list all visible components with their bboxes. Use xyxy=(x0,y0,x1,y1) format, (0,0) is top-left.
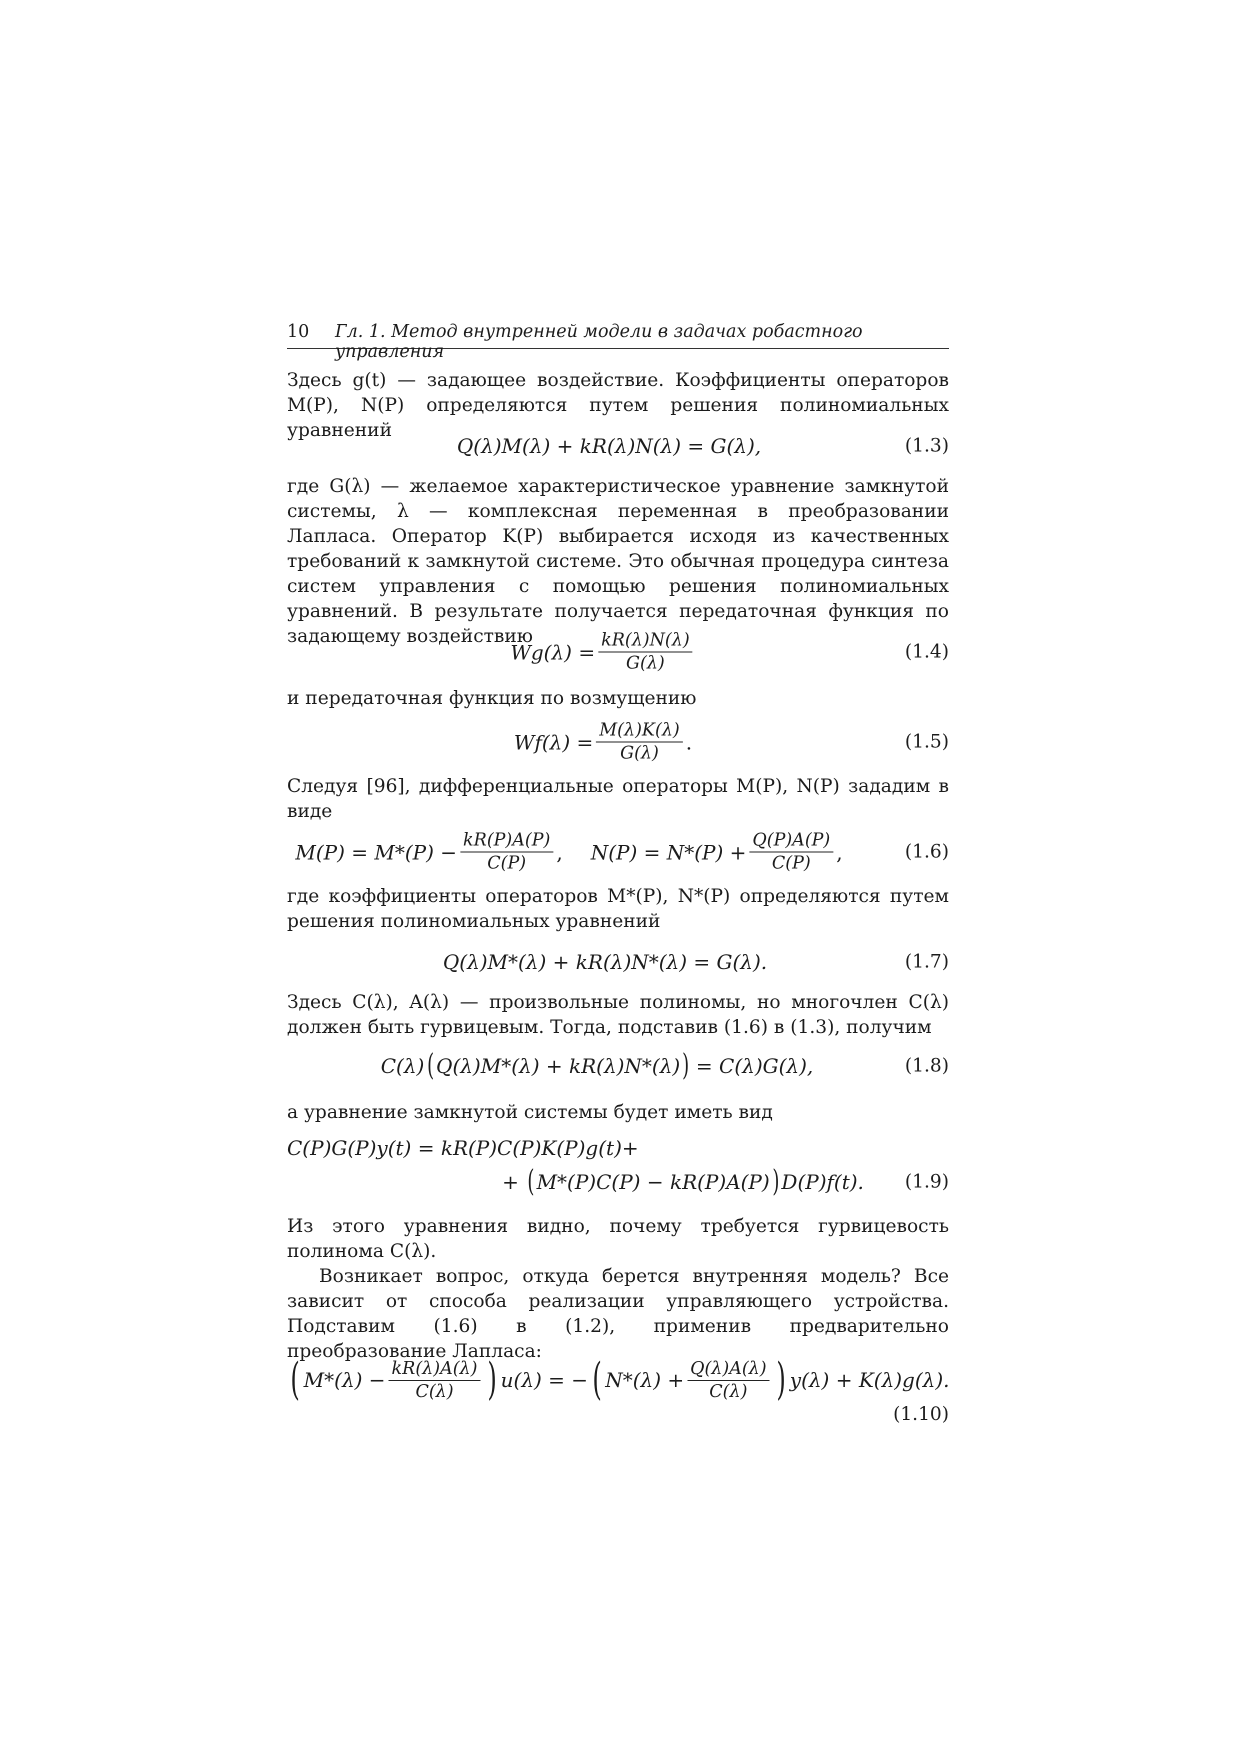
paragraph-6 xyxy=(287,990,949,1040)
paragraph-text: где коэффициенты операторов M*(P), N*(P) определяются путем решения полиномиальных уравнений xyxy=(287,886,949,932)
equation-body xyxy=(514,721,692,764)
separator-comma: , xyxy=(556,840,563,864)
left-paren: ( xyxy=(290,1354,300,1405)
denominator: C(P) xyxy=(487,853,527,874)
equation-number: (1.3) xyxy=(904,435,949,457)
equation-body xyxy=(502,1164,864,1199)
equation-tail: . xyxy=(685,730,693,754)
denominator: C(λ) xyxy=(415,1381,454,1402)
equation-number: (1.9) xyxy=(904,1171,949,1193)
equation-right-lhs: N(P) = N*(P) + xyxy=(590,840,747,864)
equation-post: = C(λ)G(λ), xyxy=(695,1054,814,1078)
paragraph-2 xyxy=(287,474,949,649)
equation-body: Q(λ)M*(λ) + kR(λ)N*(λ) = G(λ). xyxy=(442,950,768,974)
equation-post: D(P)f(t). xyxy=(781,1170,864,1194)
equation-number: (1.8) xyxy=(904,1055,949,1077)
paragraph-3 xyxy=(287,686,949,711)
equation-body xyxy=(380,1048,814,1083)
paragraph-5 xyxy=(287,884,949,934)
equation-body: Q(λ)M(λ) + kR(λ)N(λ) = G(λ), xyxy=(456,434,762,458)
equation-tail: y(λ) + K(λ)g(λ). xyxy=(789,1368,950,1392)
equation-tail: , xyxy=(836,840,843,864)
paragraph-9 xyxy=(287,1264,949,1364)
term-2: N*(λ) + xyxy=(605,1368,685,1392)
paragraph-text: и передаточная функция по возмущению xyxy=(287,688,697,709)
equation-1-7 xyxy=(287,940,949,984)
equation-inner: M*(P)C(P) − kR(P)A(P) xyxy=(536,1170,770,1194)
equation-1-10 xyxy=(287,1352,949,1408)
denominator: G(λ) xyxy=(626,653,665,674)
fraction xyxy=(687,1359,769,1402)
middle-term: u(λ) = − xyxy=(500,1368,589,1392)
paragraph-text: а уравнение замкнутой системы будет иметь вид xyxy=(287,1102,773,1123)
term-1: M*(λ) − xyxy=(303,1368,386,1392)
equation-number: (1.7) xyxy=(904,951,949,973)
page-number: 10 xyxy=(287,322,310,342)
equation-line-1: C(P)G(P)y(t) = kR(P)C(P)K(P)g(t)+ xyxy=(287,1136,639,1160)
numerator: kR(λ)A(λ) xyxy=(389,1359,481,1381)
paragraph-text: Из этого уравнения видно, почему требуется гурвицевость полинома C(λ). xyxy=(287,1216,949,1262)
running-title: Гл. 1. Метод внутренней модели в задачах робастного управления xyxy=(335,322,863,362)
numerator: M(λ)K(λ) xyxy=(596,721,683,743)
equation-1-4 xyxy=(287,630,949,674)
fraction xyxy=(749,831,833,874)
paragraph-text: Возникает вопрос, откуда берется внутренняя модель? Все зависит от способа реализации управляющего устройства. Подставим (1.6) в (1.2), применив предварительно преобразование Лапласа: xyxy=(287,1266,949,1362)
left-paren: ( xyxy=(426,1048,434,1083)
equation-body xyxy=(295,831,842,874)
paragraph-text: где G(λ) — желаемое характеристическое уравнение замкнутой системы, λ — комплексная переменная в преобразовании Лапласа. Оператор K(P) выбирается исходя из качественных требований к замкнутой системе. Это обычная процедура синтеза систем управления с помощью решения полиномиальных уравнений. В результате получается передаточная функция по задающему воздействию xyxy=(287,476,949,647)
fraction xyxy=(389,1359,481,1402)
paragraph-4 xyxy=(287,774,949,824)
fraction xyxy=(598,631,693,674)
equation-1-8 xyxy=(287,1044,949,1088)
paragraph-8 xyxy=(287,1214,949,1264)
left-paren: ( xyxy=(591,1354,602,1405)
right-paren: ) xyxy=(487,1354,497,1405)
denominator: G(λ) xyxy=(620,743,659,764)
equation-pre: C(λ) xyxy=(380,1054,425,1078)
numerator: kR(λ)N(λ) xyxy=(598,631,693,653)
equation-number-1-10: (1.10) xyxy=(893,1404,949,1425)
equation-1-3 xyxy=(287,424,949,468)
paragraph-text: Здесь g(t) — задающее воздействие. Коэффициенты операторов M(P), N(P) определяются путем решения полиномиальных уравнений xyxy=(287,370,949,441)
equation-number: (1.5) xyxy=(904,731,949,753)
equation-number: (1.4) xyxy=(904,641,949,663)
fraction xyxy=(596,721,683,764)
equation-inner: Q(λ)M*(λ) + kR(λ)N*(λ) xyxy=(436,1054,681,1078)
equation-line-2 xyxy=(287,1160,949,1204)
running-header xyxy=(287,318,949,362)
denominator: C(P) xyxy=(771,853,811,874)
numerator: kR(P)A(P) xyxy=(460,831,553,853)
numerator: Q(P)A(P) xyxy=(749,831,833,853)
denominator: C(λ) xyxy=(709,1381,748,1402)
equation-1-6 xyxy=(287,830,949,874)
plus-sign: + xyxy=(502,1170,519,1194)
equation-lhs: Wf(λ) = xyxy=(513,730,594,754)
paragraph-text: Здесь C(λ), A(λ) — произвольные полиномы, но многочлен C(λ) должен быть гурвицевым. Тогда, подставив (1.6) в (1.3), получим xyxy=(287,992,949,1038)
equation-body xyxy=(510,631,695,674)
fraction xyxy=(460,831,553,874)
equation-body xyxy=(287,1354,950,1405)
equation-1-5 xyxy=(287,720,949,764)
equation-left-lhs: M(P) = M*(P) − xyxy=(295,840,458,864)
right-paren: ) xyxy=(772,1164,780,1199)
equation-lhs: Wg(λ) = xyxy=(510,640,596,664)
equation-number: (1.6) xyxy=(904,841,949,863)
paragraph-7 xyxy=(287,1100,949,1125)
right-paren: ) xyxy=(776,1354,786,1405)
paragraph-text: Следуя [96], дифференциальные операторы M(P), N(P) зададим в виде xyxy=(287,776,949,822)
numerator: Q(λ)A(λ) xyxy=(687,1359,769,1381)
right-paren: ) xyxy=(682,1048,690,1083)
left-paren: ( xyxy=(527,1164,535,1199)
